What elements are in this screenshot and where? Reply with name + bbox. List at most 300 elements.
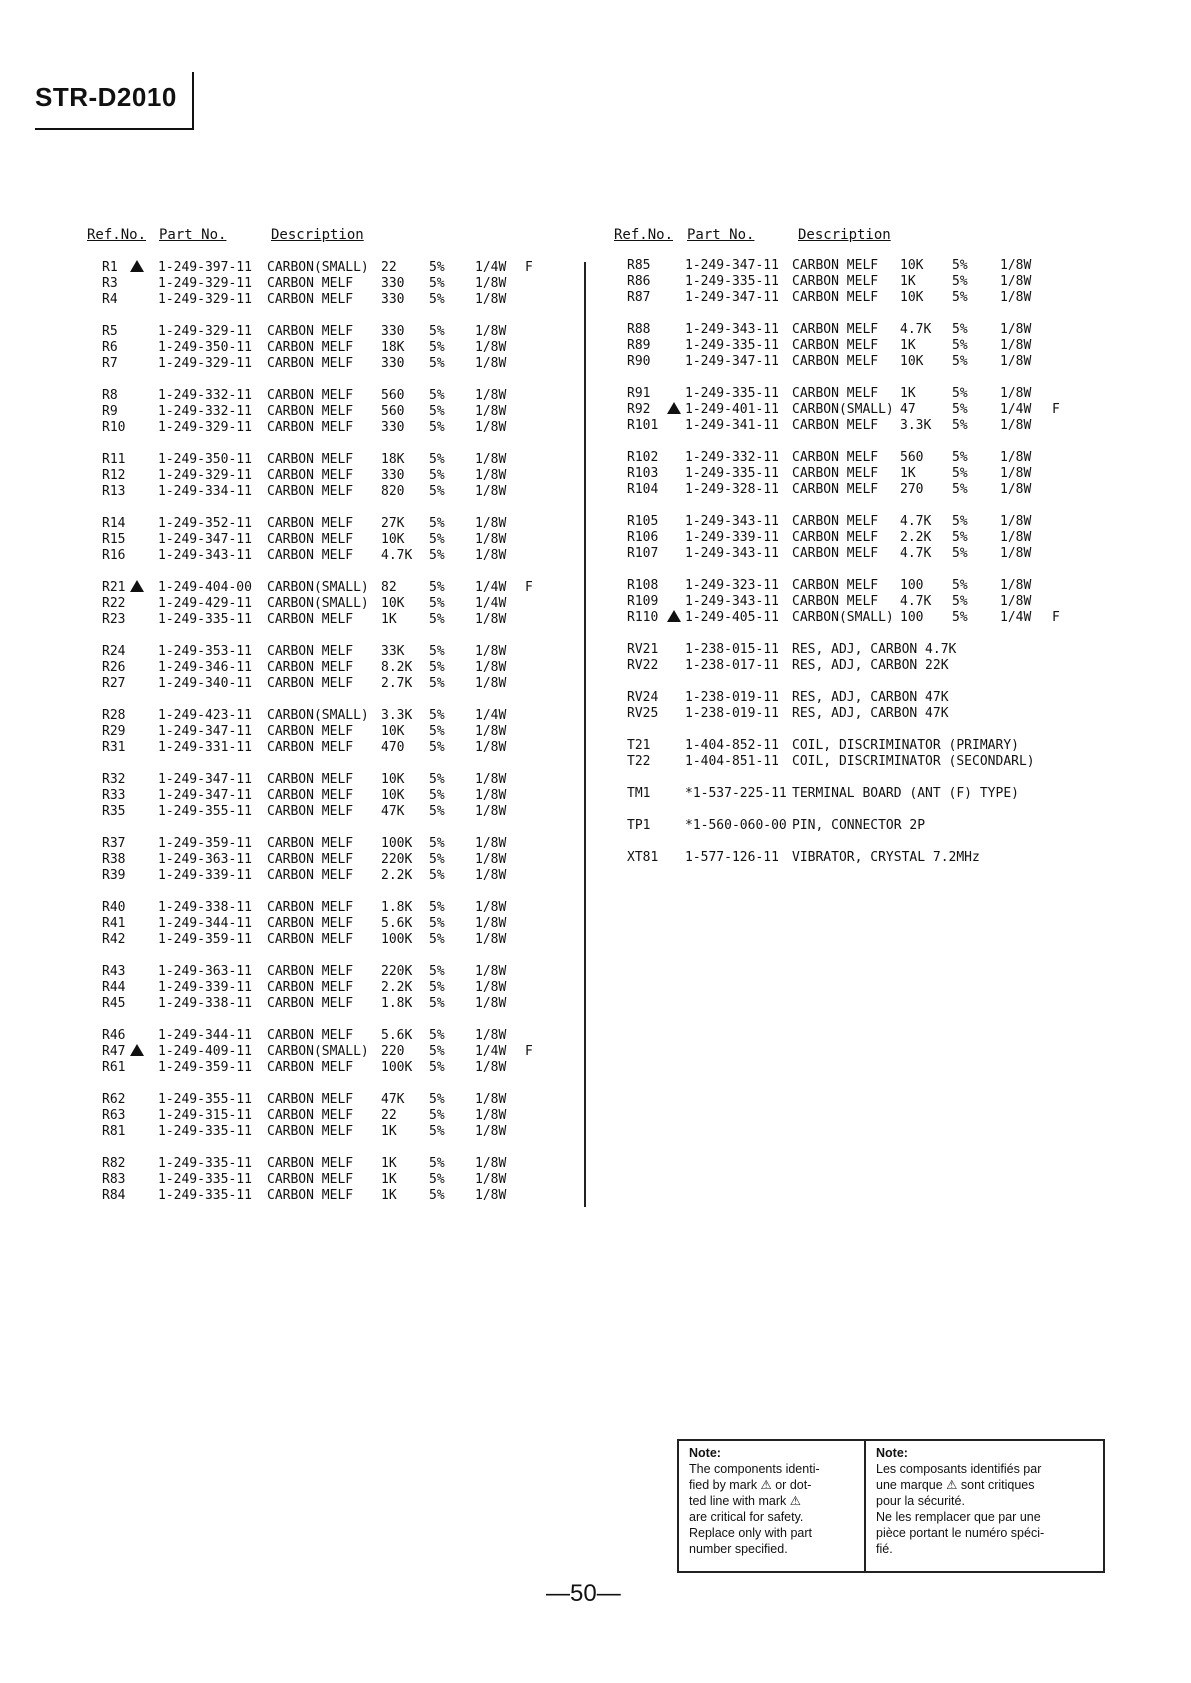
page-number: —50— (546, 1580, 621, 1607)
description: CARBON MELF (267, 420, 354, 435)
tolerance: 5% (429, 964, 445, 979)
part-no: 1-249-329-11 (158, 324, 252, 339)
ref-no: R3 (102, 276, 118, 291)
description: CARBON MELF (267, 1188, 354, 1203)
part-no: 1-249-335-11 (158, 1156, 252, 1171)
tolerance: 5% (429, 1028, 445, 1043)
part-row (102, 1156, 542, 1172)
part-no: 1-249-346-11 (158, 660, 252, 675)
ref-no: R62 (102, 1092, 126, 1107)
wattage: 1/8W (475, 740, 507, 755)
part-no: 1-249-328-11 (685, 482, 779, 497)
part-no: 1-249-429-11 (158, 596, 252, 611)
tolerance: 5% (952, 338, 968, 353)
description: CARBON MELF (267, 1124, 354, 1139)
description: CARBON MELF (267, 964, 354, 979)
ref-no: R106 (627, 530, 659, 545)
safety-note-box (677, 1439, 1105, 1573)
header-desc: Description (798, 227, 891, 243)
description: CARBON MELF (267, 340, 354, 355)
part-row (102, 980, 542, 996)
value: 330 (381, 356, 405, 371)
description: CARBON(SMALL) (792, 402, 894, 417)
ref-no: TM1 (627, 786, 651, 801)
description: CARBON MELF (267, 740, 354, 755)
part-row (627, 546, 1067, 562)
safety-warning-icon (130, 260, 144, 276)
description: CARBON MELF (267, 932, 354, 947)
part-no: 1-238-019-11 (685, 706, 779, 721)
ref-no: TP1 (627, 818, 651, 833)
ref-no: R86 (627, 274, 651, 289)
part-no: 1-249-359-11 (158, 836, 252, 851)
header-ref: Ref.No. (87, 227, 147, 243)
group-gap (102, 1076, 542, 1092)
value: 1K (381, 1124, 397, 1139)
wattage: 1/8W (475, 788, 507, 803)
ref-no: R43 (102, 964, 126, 979)
part-no: 1-249-347-11 (158, 772, 252, 787)
tolerance: 5% (952, 402, 968, 417)
value: 470 (381, 740, 405, 755)
ref-no: R6 (102, 340, 118, 355)
wattage: 1/8W (475, 340, 507, 355)
wattage: 1/8W (1000, 578, 1032, 593)
group-gap (627, 722, 1067, 738)
tolerance: 5% (429, 596, 445, 611)
group-gap (102, 628, 542, 644)
tolerance: 5% (952, 530, 968, 545)
wattage: 1/4W (475, 580, 507, 595)
ref-no: R23 (102, 612, 126, 627)
description: CARBON(SMALL) (267, 708, 369, 723)
fuse-flag: F (525, 580, 533, 595)
ref-no: R32 (102, 772, 126, 787)
part-no: 1-249-350-11 (158, 340, 252, 355)
part-row (627, 466, 1067, 482)
value: 100 (900, 610, 924, 625)
description: CARBON MELF (267, 532, 354, 547)
part-no: 1-249-401-11 (685, 402, 779, 417)
tolerance: 5% (429, 916, 445, 931)
ref-no: R15 (102, 532, 126, 547)
ref-no: R103 (627, 466, 659, 481)
note-line: fié. (876, 1542, 893, 1556)
note-line: Ne les remplacer que par une (876, 1510, 1041, 1524)
value: 270 (900, 482, 924, 497)
ref-no: R31 (102, 740, 126, 755)
description: CARBON MELF (267, 324, 354, 339)
wattage: 1/8W (475, 964, 507, 979)
ref-no: R102 (627, 450, 659, 465)
part-no: 1-249-332-11 (158, 388, 252, 403)
description: CARBON MELF (792, 386, 879, 401)
group-gap (102, 948, 542, 964)
part-no: 1-249-332-11 (685, 450, 779, 465)
ref-no: R42 (102, 932, 126, 947)
description: RES, ADJ, CARBON 4.7K (792, 642, 957, 657)
part-row (102, 964, 542, 980)
tolerance: 5% (429, 468, 445, 483)
ref-no: T22 (627, 754, 651, 769)
description: CARBON MELF (267, 1060, 354, 1075)
column-divider (584, 262, 586, 1207)
ref-no: RV22 (627, 658, 659, 673)
wattage: 1/8W (475, 980, 507, 995)
part-row (102, 1124, 542, 1140)
safety-warning-icon (130, 580, 144, 596)
description: CARBON MELF (792, 530, 879, 545)
part-row (102, 1188, 542, 1204)
ref-no: R85 (627, 258, 651, 273)
ref-no: R108 (627, 578, 659, 593)
wattage: 1/8W (475, 484, 507, 499)
ref-no: R110 (627, 610, 659, 625)
part-row (102, 708, 542, 724)
part-row (102, 612, 542, 628)
description: RES, ADJ, CARBON 22K (792, 658, 949, 673)
ref-no: R91 (627, 386, 651, 401)
note-line: fied by mark ⚠ or dot- (689, 1478, 812, 1492)
header-desc: Description (271, 227, 364, 243)
part-row (102, 596, 542, 612)
part-row (102, 836, 542, 852)
description: CARBON MELF (792, 418, 879, 433)
ref-no: RV25 (627, 706, 659, 721)
part-row (627, 338, 1067, 354)
value: 10K (381, 724, 405, 739)
ref-no: R41 (102, 916, 126, 931)
wattage: 1/8W (475, 404, 507, 419)
value: 82 (381, 580, 397, 595)
value: 4.7K (900, 514, 932, 529)
part-row (102, 724, 542, 740)
ref-no: R39 (102, 868, 126, 883)
part-row (102, 292, 542, 308)
tolerance: 5% (429, 548, 445, 563)
wattage: 1/8W (475, 804, 507, 819)
part-no: *1-560-060-00 (685, 818, 787, 833)
group-gap (102, 436, 542, 452)
ref-no: R35 (102, 804, 126, 819)
part-no: 1-249-329-11 (158, 468, 252, 483)
part-no: 1-249-335-11 (685, 274, 779, 289)
part-no: 1-249-343-11 (685, 322, 779, 337)
part-no: 1-249-404-00 (158, 580, 252, 595)
ref-no: R47 (102, 1044, 126, 1059)
part-row (627, 450, 1067, 466)
ref-no: RV21 (627, 642, 659, 657)
note-line: Les composants identifiés par (876, 1462, 1042, 1476)
value: 10K (381, 788, 405, 803)
description: CARBON MELF (267, 1108, 354, 1123)
part-no: 1-249-338-11 (158, 900, 252, 915)
description: CARBON MELF (267, 996, 354, 1011)
ref-no: R44 (102, 980, 126, 995)
description: CARBON MELF (267, 404, 354, 419)
ref-no: R107 (627, 546, 659, 561)
ref-no: R27 (102, 676, 126, 691)
description: CARBON MELF (267, 292, 354, 307)
part-no: 1-249-347-11 (685, 290, 779, 305)
ref-no: R33 (102, 788, 126, 803)
wattage: 1/8W (475, 1172, 507, 1187)
tolerance: 5% (429, 1108, 445, 1123)
part-row (102, 516, 542, 532)
tolerance: 5% (429, 788, 445, 803)
ref-no: R83 (102, 1172, 126, 1187)
safety-warning-icon (667, 402, 681, 418)
description: CARBON MELF (792, 514, 879, 529)
ref-no: R22 (102, 596, 126, 611)
ref-no: R28 (102, 708, 126, 723)
tolerance: 5% (429, 740, 445, 755)
tolerance: 5% (952, 610, 968, 625)
description: CARBON MELF (267, 452, 354, 467)
wattage: 1/8W (475, 868, 507, 883)
wattage: 1/8W (475, 468, 507, 483)
group-gap (627, 498, 1067, 514)
wattage: 1/8W (475, 1108, 507, 1123)
part-row (627, 786, 1067, 802)
tolerance: 5% (429, 1044, 445, 1059)
tolerance: 5% (429, 980, 445, 995)
safety-warning-icon (130, 1044, 144, 1060)
tolerance: 5% (429, 772, 445, 787)
tolerance: 5% (952, 290, 968, 305)
tolerance: 5% (952, 386, 968, 401)
tolerance: 5% (429, 852, 445, 867)
value: 47K (381, 1092, 405, 1107)
ref-no: R8 (102, 388, 118, 403)
description: CARBON MELF (792, 322, 879, 337)
part-row (102, 548, 542, 564)
value: 820 (381, 484, 405, 499)
description: CARBON MELF (267, 676, 354, 691)
part-row (102, 996, 542, 1012)
tolerance: 5% (429, 484, 445, 499)
ref-no: R37 (102, 836, 126, 851)
description: CARBON MELF (792, 594, 879, 609)
part-row (627, 738, 1067, 754)
description: CARBON MELF (267, 548, 354, 563)
part-row (102, 388, 542, 404)
part-row (627, 530, 1067, 546)
description: CARBON MELF (792, 578, 879, 593)
part-row (627, 754, 1067, 770)
part-no: 1-249-344-11 (158, 916, 252, 931)
group-gap (102, 1140, 542, 1156)
value: 1K (381, 1172, 397, 1187)
value: 1K (900, 466, 916, 481)
ref-no: R89 (627, 338, 651, 353)
ref-no: R46 (102, 1028, 126, 1043)
description: CARBON MELF (267, 1172, 354, 1187)
part-no: 1-249-359-11 (158, 932, 252, 947)
wattage: 1/8W (1000, 594, 1032, 609)
part-row (102, 452, 542, 468)
value: 22 (381, 260, 397, 275)
wattage: 1/8W (1000, 530, 1032, 545)
ref-no: R88 (627, 322, 651, 337)
wattage: 1/8W (1000, 514, 1032, 529)
value: 220K (381, 964, 413, 979)
ref-no: R87 (627, 290, 651, 305)
tolerance: 5% (429, 420, 445, 435)
value: 1K (900, 386, 916, 401)
description: CARBON MELF (267, 468, 354, 483)
wattage: 1/8W (1000, 322, 1032, 337)
ref-no: R104 (627, 482, 659, 497)
tolerance: 5% (429, 836, 445, 851)
description: COIL, DISCRIMINATOR (PRIMARY) (792, 738, 1019, 753)
value: 3.3K (900, 418, 932, 433)
tolerance: 5% (429, 532, 445, 547)
wattage: 1/8W (475, 324, 507, 339)
ref-no: R10 (102, 420, 126, 435)
part-no: 1-249-355-11 (158, 804, 252, 819)
wattage: 1/8W (475, 644, 507, 659)
ref-no: R26 (102, 660, 126, 675)
part-row (627, 386, 1067, 402)
description: CARBON(SMALL) (792, 610, 894, 625)
part-no: 1-249-347-11 (158, 788, 252, 803)
note-separator (864, 1441, 866, 1571)
value: 560 (900, 450, 924, 465)
value: 10K (381, 532, 405, 547)
value: 8.2K (381, 660, 413, 675)
wattage: 1/8W (475, 452, 507, 467)
part-no: 1-249-340-11 (158, 676, 252, 691)
part-no: 1-249-347-11 (158, 724, 252, 739)
value: 47 (900, 402, 916, 417)
tolerance: 5% (429, 868, 445, 883)
fuse-flag: F (525, 1044, 533, 1059)
note-title: Note: (689, 1446, 721, 1460)
part-no: 1-249-338-11 (158, 996, 252, 1011)
description: CARBON MELF (792, 258, 879, 273)
note-line: are critical for safety. (689, 1510, 804, 1524)
wattage: 1/8W (1000, 354, 1032, 369)
description: COIL, DISCRIMINATOR (SECONDARL) (792, 754, 1035, 769)
wattage: 1/8W (475, 932, 507, 947)
part-row (627, 610, 1067, 626)
tolerance: 5% (429, 1172, 445, 1187)
part-no: 1-249-339-11 (685, 530, 779, 545)
wattage: 1/8W (475, 1092, 507, 1107)
description: VIBRATOR, CRYSTAL 7.2MHz (792, 850, 980, 865)
part-no: 1-249-335-11 (158, 1124, 252, 1139)
part-row (102, 580, 542, 596)
tolerance: 5% (429, 324, 445, 339)
value: 100K (381, 932, 413, 947)
part-row (102, 260, 542, 276)
value: 100 (900, 578, 924, 593)
group-gap (102, 756, 542, 772)
description: CARBON MELF (792, 466, 879, 481)
note-title: Note: (876, 1446, 908, 1460)
fuse-flag: F (1052, 610, 1060, 625)
wattage: 1/4W (475, 1044, 507, 1059)
part-row (102, 484, 542, 500)
part-no: 1-249-329-11 (158, 420, 252, 435)
ref-no: R101 (627, 418, 659, 433)
tolerance: 5% (429, 804, 445, 819)
right-parts-list (627, 258, 1067, 866)
ref-no: R84 (102, 1188, 126, 1203)
part-no: 1-249-335-11 (685, 466, 779, 481)
part-row (627, 274, 1067, 290)
part-no: *1-537-225-11 (685, 786, 787, 801)
tolerance: 5% (429, 340, 445, 355)
ref-no: R4 (102, 292, 118, 307)
tolerance: 5% (429, 612, 445, 627)
note-english (689, 1445, 854, 1557)
part-row (627, 578, 1067, 594)
part-row (627, 402, 1067, 418)
part-no: 1-249-335-11 (158, 612, 252, 627)
left-parts-list (102, 260, 542, 1204)
ref-no: R16 (102, 548, 126, 563)
part-no: 1-249-339-11 (158, 868, 252, 883)
tolerance: 5% (429, 1060, 445, 1075)
value: 18K (381, 340, 405, 355)
group-gap (102, 564, 542, 580)
ref-no: R38 (102, 852, 126, 867)
ref-no: R90 (627, 354, 651, 369)
tolerance: 5% (429, 900, 445, 915)
part-no: 1-249-363-11 (158, 964, 252, 979)
description: CARBON MELF (792, 274, 879, 289)
description: CARBON MELF (267, 772, 354, 787)
part-no: 1-249-363-11 (158, 852, 252, 867)
wattage: 1/8W (475, 1028, 507, 1043)
description: CARBON MELF (792, 338, 879, 353)
part-row (102, 1172, 542, 1188)
value: 3.3K (381, 708, 413, 723)
part-no: 1-249-315-11 (158, 1108, 252, 1123)
ref-no: R24 (102, 644, 126, 659)
group-gap (627, 674, 1067, 690)
description: CARBON MELF (792, 546, 879, 561)
value: 10K (900, 354, 924, 369)
tolerance: 5% (952, 514, 968, 529)
group-gap (102, 692, 542, 708)
tolerance: 5% (952, 466, 968, 481)
ref-no: R1 (102, 260, 118, 275)
description: CARBON(SMALL) (267, 1044, 369, 1059)
value: 1K (900, 274, 916, 289)
part-row (627, 290, 1067, 306)
value: 330 (381, 420, 405, 435)
description: CARBON MELF (267, 388, 354, 403)
value: 1K (381, 1188, 397, 1203)
fuse-flag: F (525, 260, 533, 275)
group-gap (627, 370, 1067, 386)
part-row (627, 258, 1067, 274)
wattage: 1/8W (475, 676, 507, 691)
tolerance: 5% (429, 644, 445, 659)
part-no: 1-249-335-11 (685, 338, 779, 353)
value: 1.8K (381, 900, 413, 915)
wattage: 1/8W (475, 548, 507, 563)
note-line: The components identi- (689, 1462, 820, 1476)
part-row (627, 322, 1067, 338)
part-row (627, 354, 1067, 370)
description: CARBON MELF (267, 516, 354, 531)
part-row (102, 340, 542, 356)
part-row (102, 788, 542, 804)
